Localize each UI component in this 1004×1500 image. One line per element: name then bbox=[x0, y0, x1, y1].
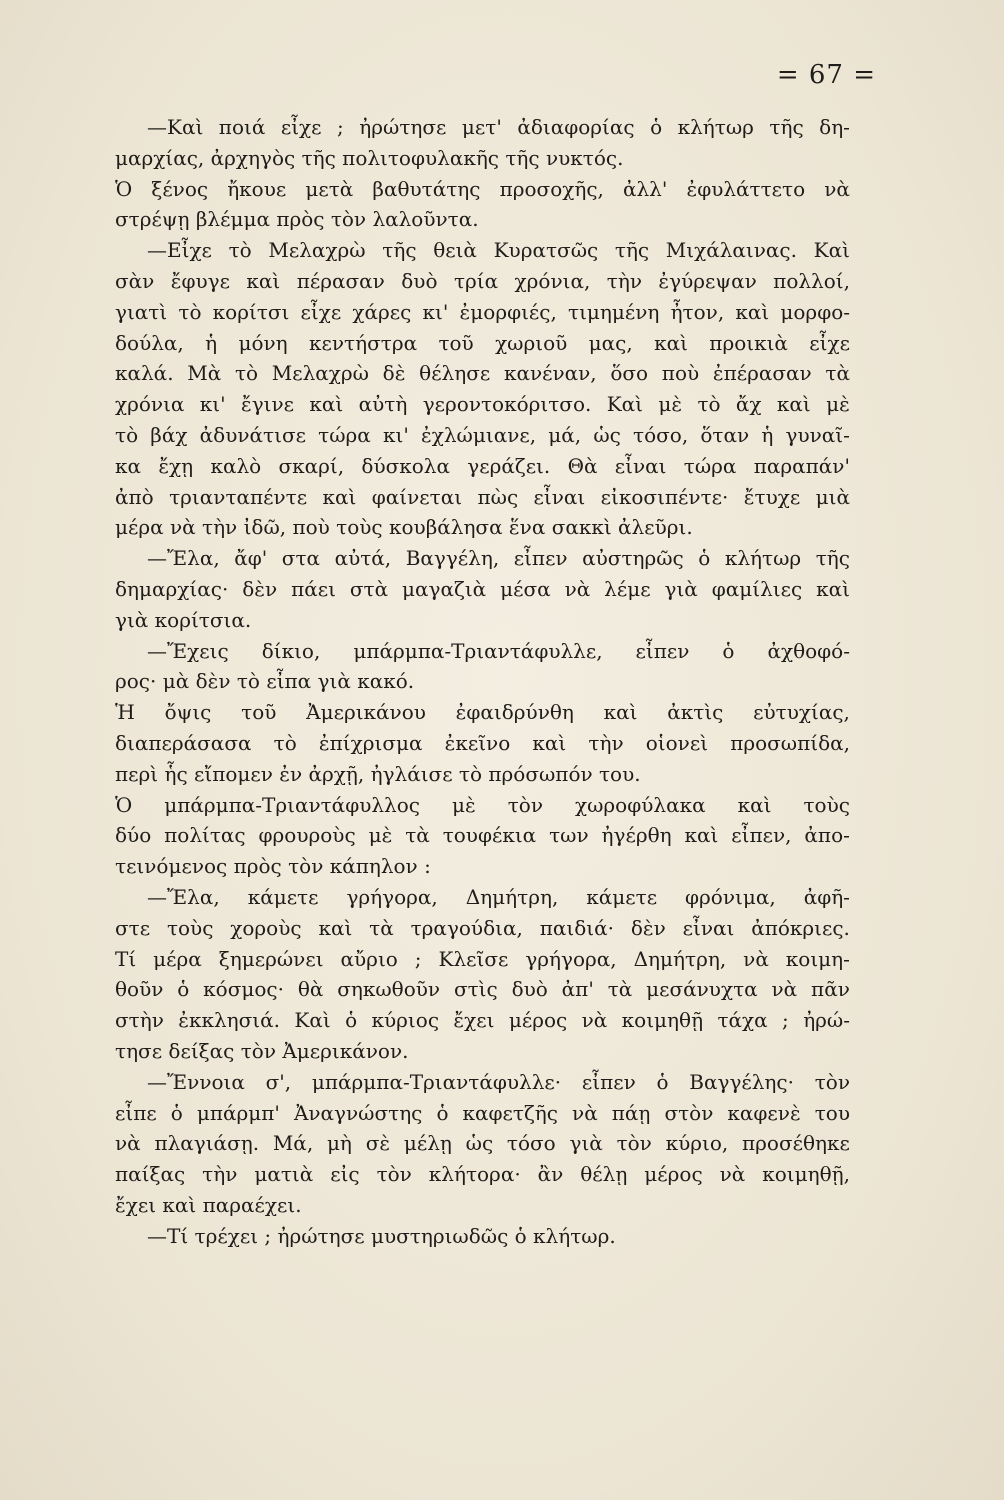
text-line: —Ἔννοια σ', μπάρμπα-Τριαντάφυλλε· εἶπεν ὁ Βαγγέλης· τὸν bbox=[147, 1069, 850, 1094]
text-line: Ἡ ὄψις τοῦ Ἀμερικάνου ἐφαιδρύνθη καὶ ἀκτὶς εὐτυχίας, bbox=[115, 700, 850, 725]
body-text bbox=[115, 112, 850, 1251]
text-line: εἶπε ὁ μπάρμπ' Ἀναγνώστης ὁ καφετζῆς νὰ πάῃ στὸν καφενὲ του bbox=[115, 1100, 850, 1125]
text-line: μέρα νὰ τὴν ἰδῶ, ποὺ τοὺς κουβάλησα ἕνα σακκὶ ἀλεῦρι. bbox=[115, 515, 693, 540]
text-line: ἔχει καὶ παραέχει. bbox=[115, 1192, 302, 1217]
text-line: παίξας τὴν ματιὰ εἰς τὸν κλήτορα· ἂν θέλῃ μέρος νὰ κοιμηθῇ, bbox=[115, 1162, 850, 1187]
text-line: τεινόμενος πρὸς τὸν κάπηλον : bbox=[115, 854, 431, 879]
text-line: στε τοὺς χοροὺς καὶ τὰ τραγούδια, παιδιά· δὲν εἶναι ἀπόκριες. bbox=[115, 915, 850, 940]
text-line: γιὰ κορίτσια. bbox=[115, 607, 252, 632]
text-line: ρος· μὰ δὲν τὸ εἶπα γιὰ κακό. bbox=[115, 669, 415, 694]
text-line: κα ἔχῃ καλὸ σκαρί, δύσκολα γεράζει. Θὰ εἶναι τώρα παραπάν' bbox=[115, 453, 850, 478]
text-line: νὰ πλαγιάσῃ. Μά, μὴ σὲ μέλῃ ὡς τόσο γιὰ τὸν κύριο, προσέθηκε bbox=[115, 1131, 850, 1156]
text-line: δημαρχίας· δὲν πάει στὰ μαγαζιὰ μέσα νὰ λέμε γιὰ φαμίλιες καὶ bbox=[115, 576, 850, 601]
text-line: χρόνια κι' ἔγινε καὶ αὐτὴ γεροντοκόριτσο. Καὶ μὲ τὸ ἄχ καὶ μὲ bbox=[115, 392, 850, 417]
text-line: τησε δείξας τὸν Ἀμερικάνον. bbox=[115, 1038, 409, 1063]
text-line: τὸ βάχ ἀδυνάτισε τώρα κι' ἐχλώμιανε, μά, ὡς τόσο, ὅταν ἡ γυναῖ- bbox=[115, 422, 850, 447]
text-line: Ὁ ξένος ἤκουε μετὰ βαθυτάτης προσοχῆς, ἀλλ' ἐφυλάττετο νὰ bbox=[115, 176, 850, 201]
text-line: Ὁ μπάρμπα-Τριαντάφυλλος μὲ τὸν χωροφύλακα καὶ τοὺς bbox=[115, 792, 850, 817]
text-line: —Τί τρέχει ; ἠρώτησε μυστηριωδῶς ὁ κλήτωρ. bbox=[147, 1223, 616, 1248]
text-line: γιατὶ τὸ κορίτσι εἶχε χάρες κι' ἐμορφιές, τιμημένη ἦτον, καὶ μορφο- bbox=[115, 299, 850, 324]
text-line: —Ἔλα, ἄφ' στα αὐτά, Βαγγέλη, εἶπεν αὐστηρῶς ὁ κλήτωρ τῆς bbox=[147, 546, 850, 571]
text-line: Τί μέρα ξημερώνει αὔριο ; Κλεῖσε γρήγορα, Δημήτρη, νὰ κοιμη- bbox=[115, 946, 850, 971]
text-line: δούλα, ἡ μόνη κεντήστρα τοῦ χωριοῦ μας, καὶ προικιὰ εἶχε bbox=[115, 330, 850, 355]
text-line: καλά. Μὰ τὸ Μελαχρὼ δὲ θέλησε κανέναν, ὅσο ποὺ ἐπέρασαν τὰ bbox=[115, 361, 850, 386]
text-line: στρέψῃ βλέμμα πρὸς τὸν λαλοῦντα. bbox=[115, 207, 479, 232]
text-line: στὴν ἐκκλησιά. Καὶ ὁ κύριος ἔχει μέρος νὰ κοιμηθῇ τάχα ; ἠρώ- bbox=[115, 1008, 850, 1033]
text-line: —Ἔλα, κάμετε γρήγορα, Δημήτρη, κάμετε φρόνιμα, ἀφῆ- bbox=[147, 884, 850, 909]
text-line: ἀπὸ τριανταπέντε καὶ φαίνεται πὼς εἶναι εἰκοσιπέντε· ἔτυχε μιὰ bbox=[115, 484, 850, 509]
text-line: —Εἶχε τὸ Μελαχρὼ τῆς θειὰ Κυρατσῶς τῆς Μιχάλαινας. Καὶ bbox=[147, 238, 850, 263]
text-line: διαπεράσασα τὸ ἐπίχρισμα ἐκεῖνο καὶ τὴν οἱονεὶ προσωπίδα, bbox=[115, 730, 850, 755]
page-number: = 67 = bbox=[776, 60, 876, 90]
text-line: περὶ ἧς εἴπομεν ἐν ἀρχῇ, ἠγλάισε τὸ πρόσωπόν του. bbox=[115, 761, 641, 786]
text-line: σὰν ἔφυγε καὶ πέρασαν δυὸ τρία χρόνια, τὴν ἐγύρεψαν πολλοί, bbox=[115, 268, 850, 293]
text-line: δύο πολίτας φρουροὺς μὲ τὰ τουφέκια των ἠγέρθη καὶ εἶπεν, ἀπο- bbox=[115, 823, 850, 848]
text-line: μαρχίας, ἀρχηγὸς τῆς πολιτοφυλακῆς τῆς νυκτός. bbox=[115, 145, 624, 170]
text-line: —Ἔχεις δίκιο, μπάρμπα-Τριαντάφυλλε, εἶπεν ὁ ἀχθοφό- bbox=[147, 638, 850, 663]
text-line: —Καὶ ποιά εἶχε ; ἠρώτησε μετ' ἀδιαφορίας ὁ κλήτωρ τῆς δη- bbox=[147, 115, 850, 139]
text-line: θοῦν ὁ κόσμος· θὰ σηκωθοῦν στὶς δυὸ ἀπ' τὰ μεσάνυχτα νὰ πᾶν bbox=[115, 977, 850, 1002]
